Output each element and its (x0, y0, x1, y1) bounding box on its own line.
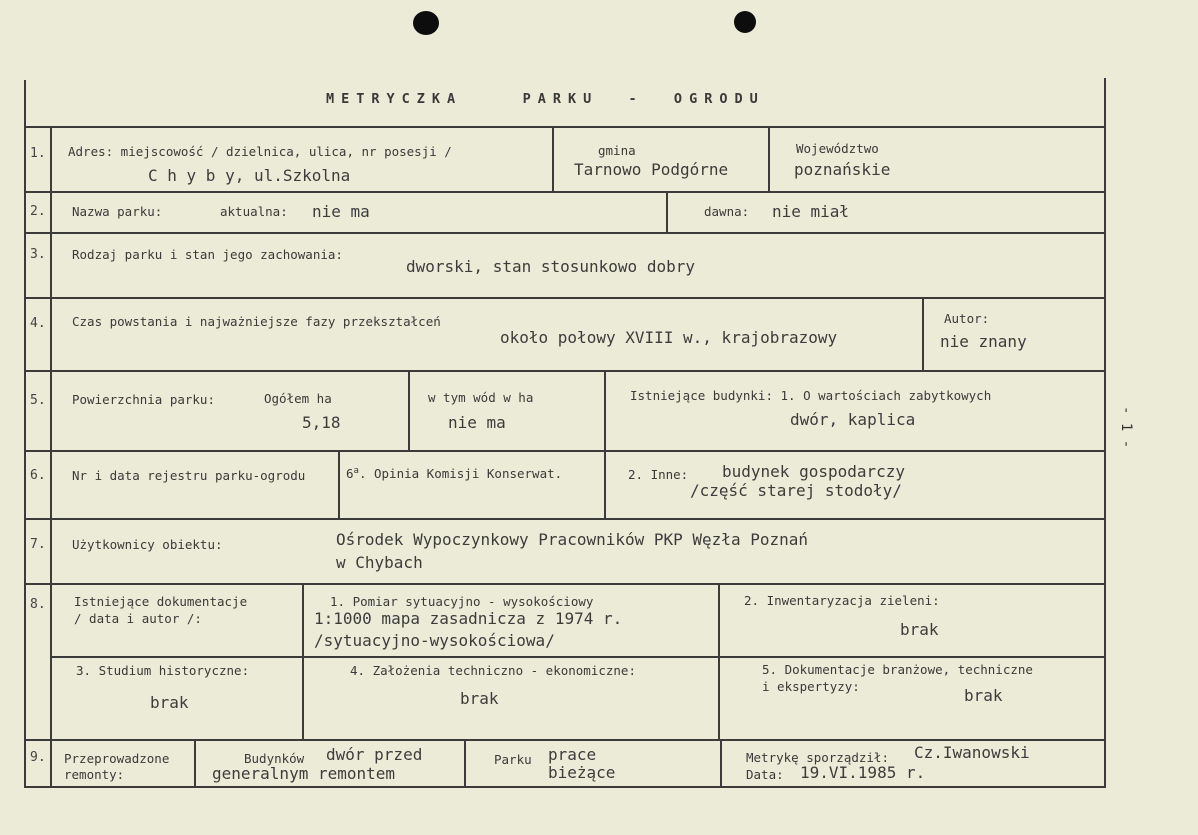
survey-line1: 1:1000 mapa zasadnicza z 1974 r. (314, 609, 623, 628)
buildings-value: dwór, kaplica (790, 410, 916, 429)
register-label: Nr i data rejestru parku-ogrodu (72, 468, 306, 483)
date-value: 19.VI.1985 r. (800, 763, 926, 782)
creation-time-label: Czas powstania i najważniejsze fazy przekształceń (72, 314, 441, 329)
voivodeship-label: Województwo (796, 141, 879, 156)
total-area-label: Ogółem ha (264, 391, 332, 406)
branch-docs-label-line2: i ekspertyzy: (762, 679, 860, 694)
row-number-3: 3. (30, 247, 46, 262)
gmina-value: Tarnowo Podgórne (574, 160, 729, 179)
tech-econ-label: 4. Założenia techniczno - ekonomiczne: (350, 663, 636, 678)
prepared-by-value: Cz.Iwanowski (914, 743, 1030, 762)
park-type-value: dworski, stan stosunkowo dobry (406, 257, 695, 276)
row-number-9: 9. (30, 750, 46, 765)
users-line2: w Chybach (336, 553, 423, 572)
buildings-label: Istniejące budynki: 1. O wartościach zabytkowych (630, 388, 992, 403)
row-number-1: 1. (30, 146, 46, 161)
repairs-label-line1: Przeprowadzone (64, 751, 170, 766)
date-label: Data: (746, 767, 784, 782)
row-number-5: 5. (30, 393, 46, 408)
creation-time-value: około połowy XVIII w., krajobrazowy (500, 328, 838, 347)
current-name-label: aktualna: (220, 204, 288, 219)
author-label: Autor: (944, 311, 990, 326)
voivodeship-value: poznańskie (794, 160, 891, 179)
area-label: Powierzchnia parku: (72, 392, 215, 407)
survey-line2: /sytuacyjno-wysokościowa/ (314, 631, 555, 650)
opinion-number: 6 (346, 466, 354, 482)
page-number: - 1 - (1118, 406, 1134, 449)
branch-docs-label-line1: 5. Dokumentacje branżowe, techniczne (762, 662, 1033, 677)
park-repair-label: Parku (494, 752, 532, 767)
row-number-4: 4. (30, 316, 46, 331)
water-area-value: nie ma (448, 413, 506, 432)
park-name-label: Nazwa parku: (72, 204, 163, 219)
total-area-value: 5,18 (302, 413, 341, 432)
former-name-value: nie miał (772, 202, 850, 221)
survey-label: 1. Pomiar sytuacyjno - wysokościowy (330, 594, 594, 609)
address-label: Adres: miejscowość / dzielnica, ulica, nr posesji / (68, 144, 452, 159)
inventory-label: 2. Inwentaryzacja zieleni: (744, 593, 940, 608)
opinion-superscript: a (353, 466, 359, 476)
park-repair-line1: prace (548, 745, 597, 764)
row-number-8: 8. (30, 597, 46, 612)
other-buildings-line1: budynek gospodarczy (722, 462, 906, 481)
former-name-label: dawna: (704, 204, 750, 219)
punch-hole-right (734, 11, 756, 33)
row-number-6: 6. (30, 468, 46, 483)
row-number-2: 2. (30, 204, 46, 219)
users-line1: Ośrodek Wypoczynkowy Pracowników PKP Węzła Poznań (336, 530, 809, 549)
gmina-label: gmina (598, 143, 636, 158)
punch-hole-left (413, 11, 439, 35)
current-name-value: nie ma (312, 202, 370, 221)
documentation-label-line1: Istniejące dokumentacje (74, 594, 248, 609)
address-value: C h y b y, ul.Szkolna (148, 166, 351, 185)
buildings-repair-label: Budynków (244, 751, 305, 766)
form-title: METRYCZKA PARKU - OGRODU (326, 91, 765, 107)
park-repair-line2: bieżące (548, 763, 616, 782)
documentation-label-line2: / data i autor /: (74, 611, 202, 626)
author-value: nie znany (940, 332, 1027, 351)
prepared-by-label: Metrykę sporządził: (746, 750, 889, 765)
other-buildings-label: 2. Inne: (628, 467, 689, 482)
opinion-text: . Opinia Komisji Konserwat. (358, 466, 563, 482)
buildings-repair-line1: dwór przed (326, 745, 423, 764)
users-label: Użytkownicy obiektu: (72, 537, 223, 552)
other-buildings-line2: /część starej stodoły/ (690, 481, 902, 500)
park-type-label: Rodzaj parku i stan jego zachowania: (72, 247, 343, 262)
opinion-label (346, 467, 562, 481)
water-area-label: w tym wód w ha (428, 390, 534, 405)
row-number-7: 7. (30, 537, 46, 552)
history-label: 3. Studium historyczne: (76, 663, 250, 678)
tech-econ-value: brak (460, 689, 499, 708)
repairs-label-line2: remonty: (64, 767, 125, 782)
history-value: brak (150, 693, 189, 712)
branch-docs-value: brak (964, 686, 1003, 705)
inventory-value: brak (900, 620, 939, 639)
buildings-repair-line2: generalnym remontem (212, 764, 396, 783)
